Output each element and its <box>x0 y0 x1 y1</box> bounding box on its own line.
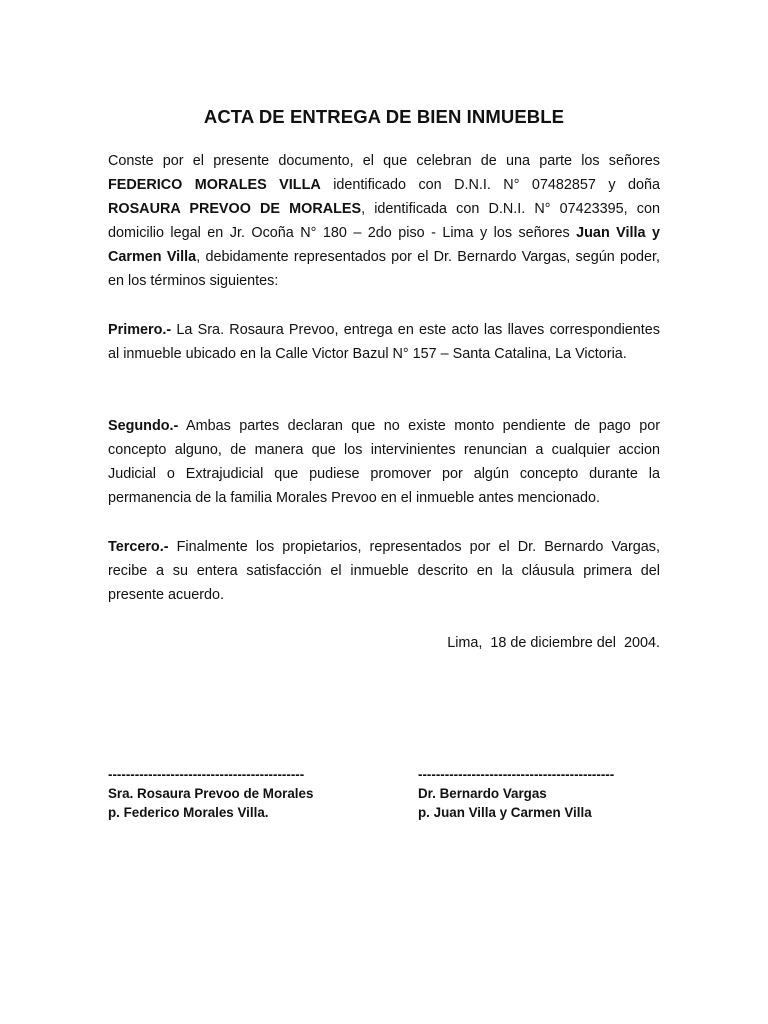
signature-block-right <box>418 765 614 822</box>
clause-segundo-text: Ambas partes declaran que no existe monto pendiente de pago por concepto alguno, de manera que los intervinientes renuncian a cualquier accion Judicial o Extrajudicial que pudiese promover por algún concepto durante la permanencia de la familia Morales Prevoo en el inmueble antes mencionado. <box>108 418 660 506</box>
signature-line-left: -------------------------------------------- <box>108 767 305 782</box>
clause-tercero-text: Finalmente los propietarios, representados por el Dr. Bernardo Vargas, recibe a su entera satisfacción el inmueble descrito en la cláusula primera del presente acuerdo. <box>108 539 660 603</box>
clause-tercero-label: Tercero.- <box>108 539 169 555</box>
intro-name-rosaura: ROSAURA PREVOO DE MORALES <box>108 201 362 217</box>
signature-block-left <box>108 765 313 822</box>
clause-primero-text: La Sra. Rosaura Prevoo, entrega en este acto las llaves correspondientes al inmueble ubicado en la Calle Victor Bazul N° 157 – Santa Catalina, La Victoria. <box>108 322 660 362</box>
clause-tercero <box>108 535 660 607</box>
signature-line-right: -------------------------------------------- <box>418 767 615 782</box>
clause-segundo <box>108 414 660 510</box>
intro-text-3: , identificada con D.N.I. N° 07423395, con domicilio legal en Jr. Ocoña N° 180 – 2do piso - Lima y los señores <box>108 201 660 241</box>
intro-paragraph <box>108 149 660 293</box>
intro-text-4: , debidamente representados por el Dr. Bernardo Vargas, según poder, en los términos siguientes: <box>108 249 661 289</box>
intro-name-villa: Juan Villa y Carmen Villa <box>108 225 660 265</box>
intro-name-federico: FEDERICO MORALES VILLA <box>108 177 321 193</box>
signature-name-left: Sra. Rosaura Prevoo de Morales <box>108 786 314 801</box>
signature-behalf-right: p. Juan Villa y Carmen Villa <box>418 805 592 820</box>
document-date: Lima, 18 de diciembre del 2004. <box>447 635 660 651</box>
signature-behalf-left: p. Federico Morales Villa. <box>108 805 269 820</box>
clause-primero <box>108 318 660 366</box>
clause-primero-label: Primero.- <box>108 322 172 338</box>
intro-text-1: Conste por el presente documento, el que celebran de una parte los señores <box>108 153 660 169</box>
signature-name-right: Dr. Bernardo Vargas <box>418 786 547 801</box>
document-title: ACTA DE ENTREGA DE BIEN INMUEBLE <box>203 106 565 127</box>
clause-segundo-label: Segundo.- <box>108 418 179 434</box>
intro-text-2: identificado con D.N.I. N° 07482857 y doña <box>320 177 660 193</box>
